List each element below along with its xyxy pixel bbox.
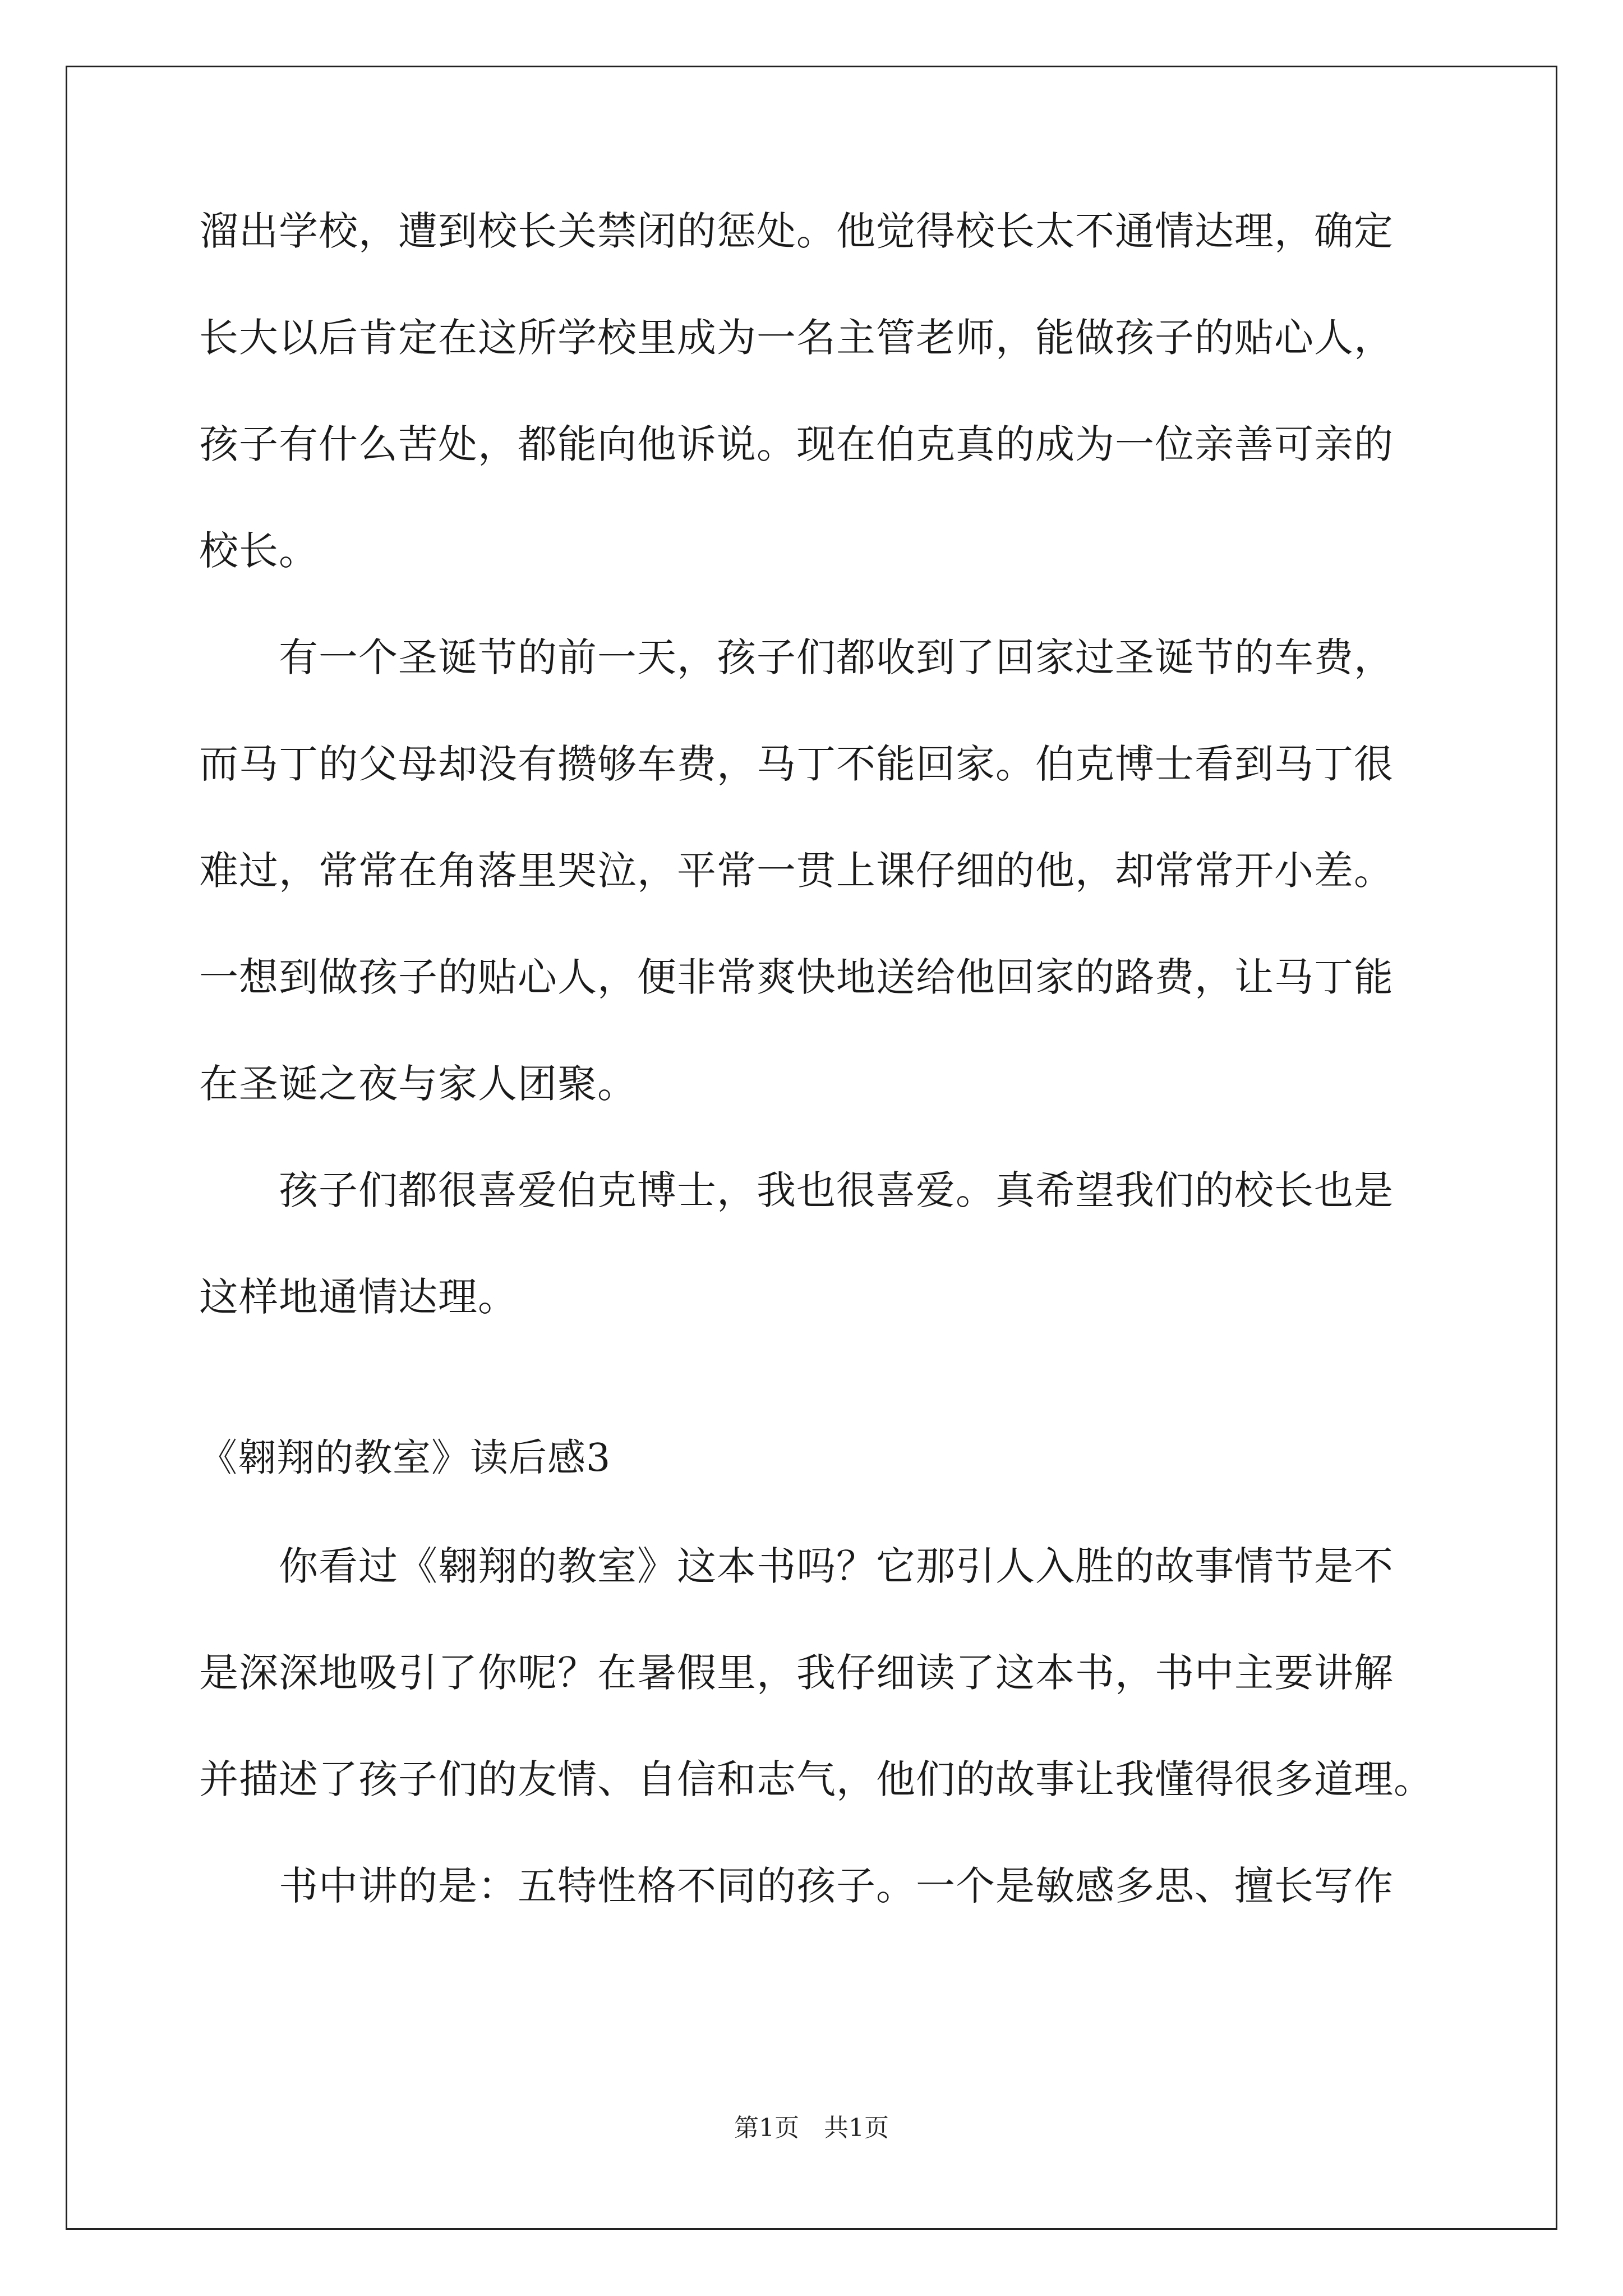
text-line: 是深深地吸引了你呢？在暑假里，我仔细读了这本书，书中主要讲解	[199, 1650, 1394, 1696]
text-line: 一想到做孩子的贴心人，便非常爽快地送给他回家的路费，让马丁能	[199, 954, 1394, 1000]
text-line: 这样地通情达理。	[199, 1274, 518, 1320]
text-line: 而马丁的父母却没有攒够车费，马丁不能回家。伯克博士看到马丁很	[199, 741, 1394, 787]
text-line: 校长。	[199, 528, 319, 574]
text-line: 溜出学校，遭到校长关禁闭的惩处。他觉得校长太不通情达理，确定	[199, 208, 1394, 254]
text-line: 长大以后肯定在这所学校里成为一名主管老师，能做孩子的贴心人，	[199, 315, 1394, 361]
text-line: 书中讲的是：五特性格不同的孩子。一个是敏感多思、擅长写作	[279, 1863, 1394, 1909]
text-line: 孩子们都很喜爱伯克博士，我也很喜爱。真希望我们的校长也是	[279, 1167, 1394, 1213]
text-line: 有一个圣诞节的前一天，孩子们都收到了回家过圣诞节的车费，	[279, 634, 1394, 680]
section-heading: 《翱翔的教室》读后感3	[199, 1436, 611, 1480]
text-line: 并描述了孩子们的友情、自信和志气，他们的故事让我懂得很多道理。	[199, 1756, 1433, 1802]
text-line: 孩子有什么苦处，都能向他诉说。现在伯克真的成为一位亲善可亲的	[199, 421, 1394, 467]
page-footer: 第1页 共1页	[734, 2114, 889, 2142]
text-line: 难过，常常在角落里哭泣，平常一贯上课仔细的他，却常常开小差。	[199, 848, 1394, 894]
text-line: 你看过《翱翔的教室》这本书吗？它那引人入胜的故事情节是不	[279, 1543, 1394, 1589]
text-line: 在圣诞之夜与家人团聚。	[199, 1061, 637, 1107]
